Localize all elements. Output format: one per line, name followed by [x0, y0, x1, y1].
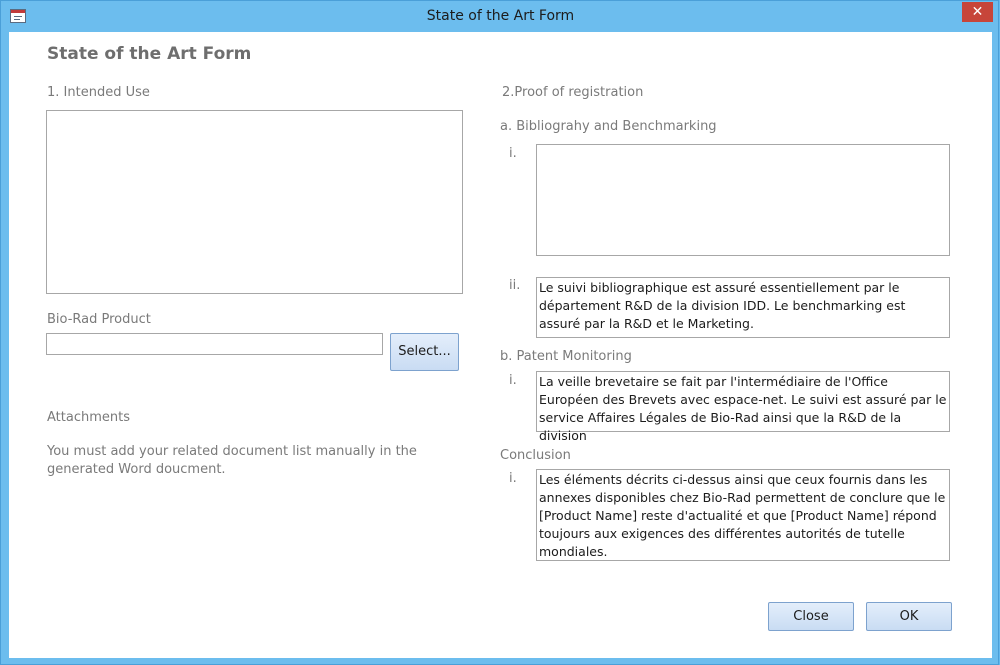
bibliography-benchmarking-label: a. Bibliograhy and Benchmarking — [500, 119, 717, 134]
bio-rad-product-label: Bio-Rad Product — [47, 312, 151, 327]
bibliography-item-ii-marker: ii. — [509, 278, 521, 293]
form-heading: State of the Art Form — [47, 44, 252, 64]
window-title: State of the Art Form — [426, 8, 575, 24]
intended-use-label: 1. Intended Use — [47, 85, 150, 100]
attachments-note: You must add your related document list manually in the generated Word doucment. — [47, 444, 417, 477]
intended-use-field[interactable] — [46, 110, 463, 294]
window-close-button[interactable] — [962, 2, 993, 22]
select-product-button[interactable]: Select... — [390, 333, 459, 371]
bio-rad-product-field[interactable] — [46, 333, 383, 355]
title-bar[interactable] — [1, 1, 1000, 32]
proof-of-registration-label: 2.Proof of registration — [502, 85, 644, 100]
conclusion-item-i-field[interactable]: Les éléments décrits ci-dessus ainsi que ceux fournis dans les annexes disponibles chez Bio-Rad permettent de conclure que le [Product Name] reste d'actualité et que [Product Name] répond toujours aux exigences des différentes autorités de tutelle mondiales. — [536, 469, 950, 561]
attachments-label: Attachments — [47, 410, 130, 425]
form-body — [9, 32, 992, 658]
patent-monitoring-label: b. Patent Monitoring — [500, 349, 632, 364]
bibliography-item-ii-field[interactable]: Le suivi bibliographique est assuré essentiellement par le département R&D de la division IDD. Le benchmarking est assuré par la R&D et le Marketing. — [536, 277, 950, 338]
patent-item-i-field[interactable]: La veille brevetaire se fait par l'intermédiaire de l'Office Européen des Brevets avec espace-net. Le suivi est assuré par le service Affaires Légales de Bio-Rad ainsi que la R&D de la division — [536, 371, 950, 432]
close-button[interactable]: Close — [768, 602, 854, 631]
bibliography-item-i-marker: i. — [509, 146, 517, 161]
close-icon: ✕ — [971, 4, 984, 20]
ok-button[interactable]: OK — [866, 602, 952, 631]
conclusion-item-i-marker: i. — [509, 471, 517, 486]
patent-item-i-marker: i. — [509, 373, 517, 388]
conclusion-label: Conclusion — [500, 448, 571, 463]
bibliography-item-i-field[interactable] — [536, 144, 950, 256]
